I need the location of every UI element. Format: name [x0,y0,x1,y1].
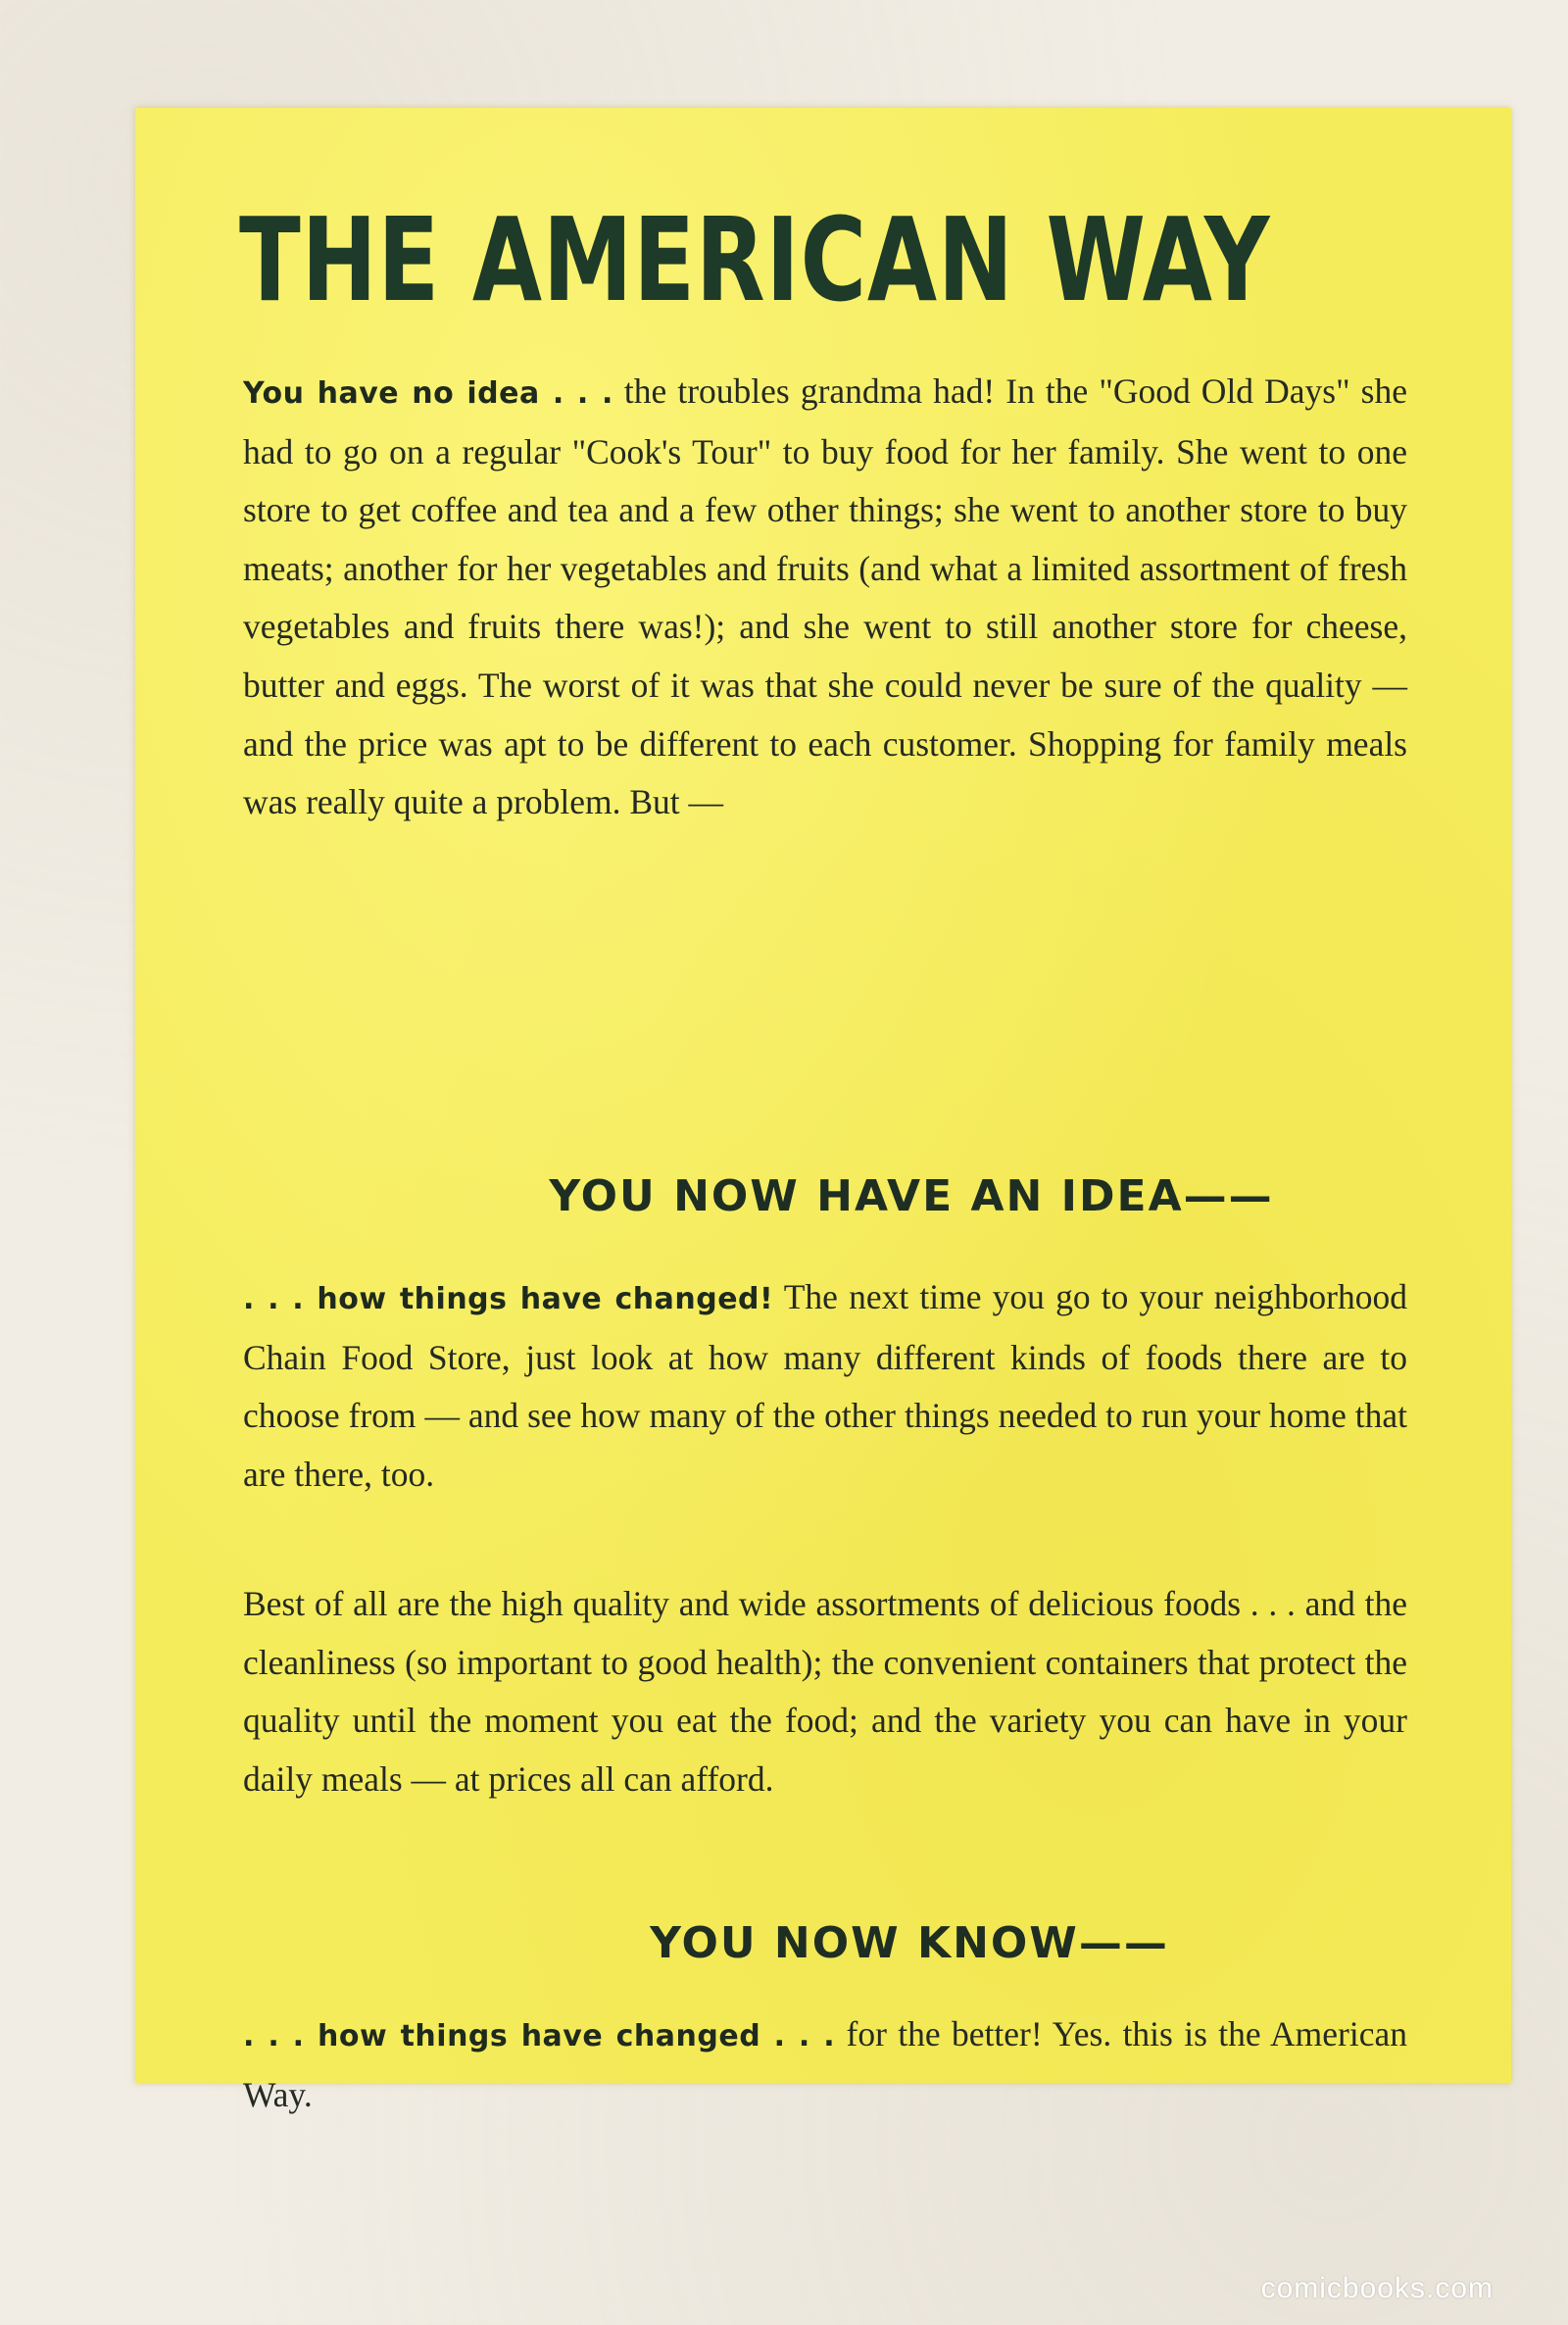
section-heading-idea: YOU NOW HAVE AN IDEA—— [549,1171,1274,1221]
paragraph-lead: You have no idea . . . [243,376,613,411]
paragraph-american-way [243,2005,1407,2133]
site-watermark: comicbooks.com [1260,2272,1494,2304]
yellow-text-panel [135,108,1511,2114]
paragraph-body: Best of all are the high quality and wide assortments of delicious foods . . . and the cleanliness (so important to good health); the convenient containers that protect the quality until the moment you eat the food; and the variety you can have in your daily meals — at prices all can afford. [243,1584,1407,1799]
paragraph-body: The next time you go to your neighborhood Chain Food Store, just look at how many different kinds of foods there are to choose from — and see how many of the other things needed to run your home that are there, too. [243,1277,1407,1494]
page-title: THE AMERICAN WAY [239,192,1271,327]
paragraph-lead: . . . how things have changed . . . [243,2019,836,2053]
paragraph-things-changed [243,1268,1407,1562]
paragraph-body: the troubles grandma had! In the "Good Old Days" she had to go on a regular "Cook's Tour" to buy food for her family. She went to one store to get coffee and tea and a few other things; she went to another store to buy meats; another for her vegetables and fruits (and what a limited assortment of fresh vegetables and fruits there was!); and she went to still another store for cheese, butter and eggs. The worst of it was that she could never be sure of the quality — and the price was apt to be different to each customer. Shopping for family meals was really quite a problem. But — [243,371,1407,822]
paragraph-grandma-troubles [243,363,1407,1064]
paragraph-best-of-all [243,1575,1407,1869]
section-heading-know: YOU NOW KNOW—— [650,1918,1169,1968]
paragraph-body: for the better! Yes. this is the American Way. [243,2014,1407,2114]
paragraph-lead: . . . how things have changed! [243,1282,774,1316]
